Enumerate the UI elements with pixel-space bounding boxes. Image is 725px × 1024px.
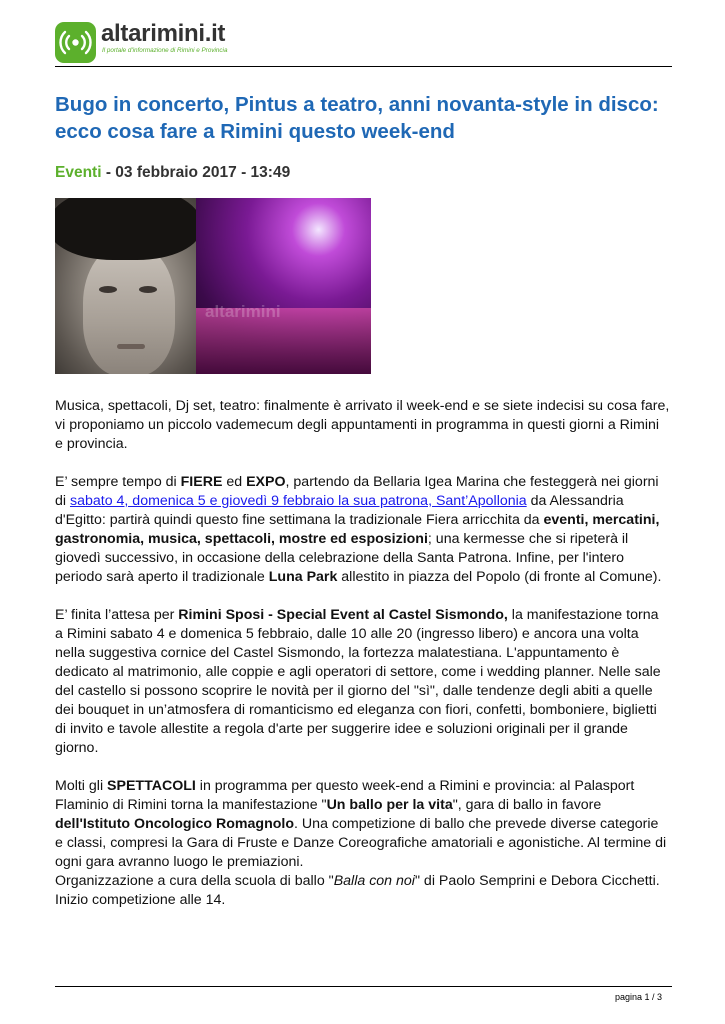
paragraph-organizzazione: Organizzazione a cura della scuola di ballo "Balla con noi" di Paolo Semprini e Debora Cicchetti. Inizio competizione alle 14. [55, 873, 660, 908]
photo-watermark: altarimini [205, 302, 281, 321]
header-divider [55, 66, 672, 67]
category-link[interactable]: Eventi [55, 164, 102, 181]
site-tagline: Il portale d'informazione di Rimini e Provincia [102, 47, 228, 54]
paragraph-fiere: E’ sempre tempo di FIERE ed EXPO, partendo da Bellaria Igea Marina che festeggerà nei giorni di sabato 4, domenica 5 e giovedì 9 febbraio la sua patrona, Sant’Apollonia da Alessandria d'Egitto: partirà quindi questo fine settimana la tradizionale Fiera arricchita da eventi, mercatini, gastronomia, musica, spettacoli, mostre ed esposizioni; una kermesse che si ripeterà il giovedì successivo, in occasione della celebrazione della Santa Patrona. Infine, per l'intero periodo sarà aperto il tradizionale Luna Park allestito in piazza del Popolo (di fronte al Comune). [55, 474, 662, 585]
paragraph-intro: Musica, spettacoli, Dj set, teatro: finalmente è arrivato il week-end e se siete indecisi su cosa fare, vi proponiamo un piccolo vademecum degli appuntamenti in programma in questi giorni a Rimini e provincia. [55, 398, 670, 452]
article-date: 03 febbraio 2017 - 13:49 [115, 164, 291, 181]
paragraph-spettacoli: Molti gli SPETTACOLI in programma per questo week-end a Rimini e provincia: al Palasport Flaminio di Rimini torna la manifestazione "Un ballo per la vita", gara di ballo in favore dell'Istituto Oncologico Romagnolo. Una competizione di ballo che prevede diverse categorie e classi, compresi la Gara di Fruste e Danze Coreografiche amatoriali e agonistiche. Al termine di ogni gara avranno luogo le premiazioni. [55, 778, 667, 870]
article-body [55, 397, 670, 910]
article-title: Bugo in concerto, Pintus a teatro, anni novanta-style in disco: ecco cosa fare a Rimini questo week-end [55, 93, 659, 143]
apollonia-link[interactable]: sabato 4, domenica 5 e giovedì 9 febbraio la sua patrona, Sant’Apollonia [69, 493, 527, 509]
paragraph-sposi: E’ finita l’attesa per Rimini Sposi - Special Event al Castel Sismondo, la manifestazione torna a Rimini sabato 4 e domenica 5 febbraio, dalle 10 alle 20 (ingresso libero) e ancora una volta nella suggestiva cornice del Castel Sismondo, la fortezza malatestiana. L'appuntamento è dedicato al matrimonio, alle coppie e agli operatori di settore, come i wedding planner. Nelle sale del castello si possono scoprire le novità per il giorno del "sì", dalle tendenze degli abiti a quelle dei bouquet in un’atmosfera di romanticismo ed eleganza con fiori, confetti, bomboniere, biglietti di invito e tavole allestite a regola d'arte per suggerire idee e soluzioni originali per il grande giorno. [55, 607, 661, 756]
concert-crowd-image [196, 198, 371, 374]
broadcast-icon[interactable] [55, 22, 96, 63]
artist-portrait [55, 198, 196, 374]
site-logo-name[interactable]: altarimini.it [101, 20, 226, 47]
site-header [55, 18, 672, 66]
article-photo [55, 198, 371, 374]
page-number: pagina 1 / 3 [614, 992, 662, 1002]
meta-separator: - [101, 164, 116, 181]
article-meta [55, 164, 290, 182]
footer-divider [55, 986, 672, 987]
